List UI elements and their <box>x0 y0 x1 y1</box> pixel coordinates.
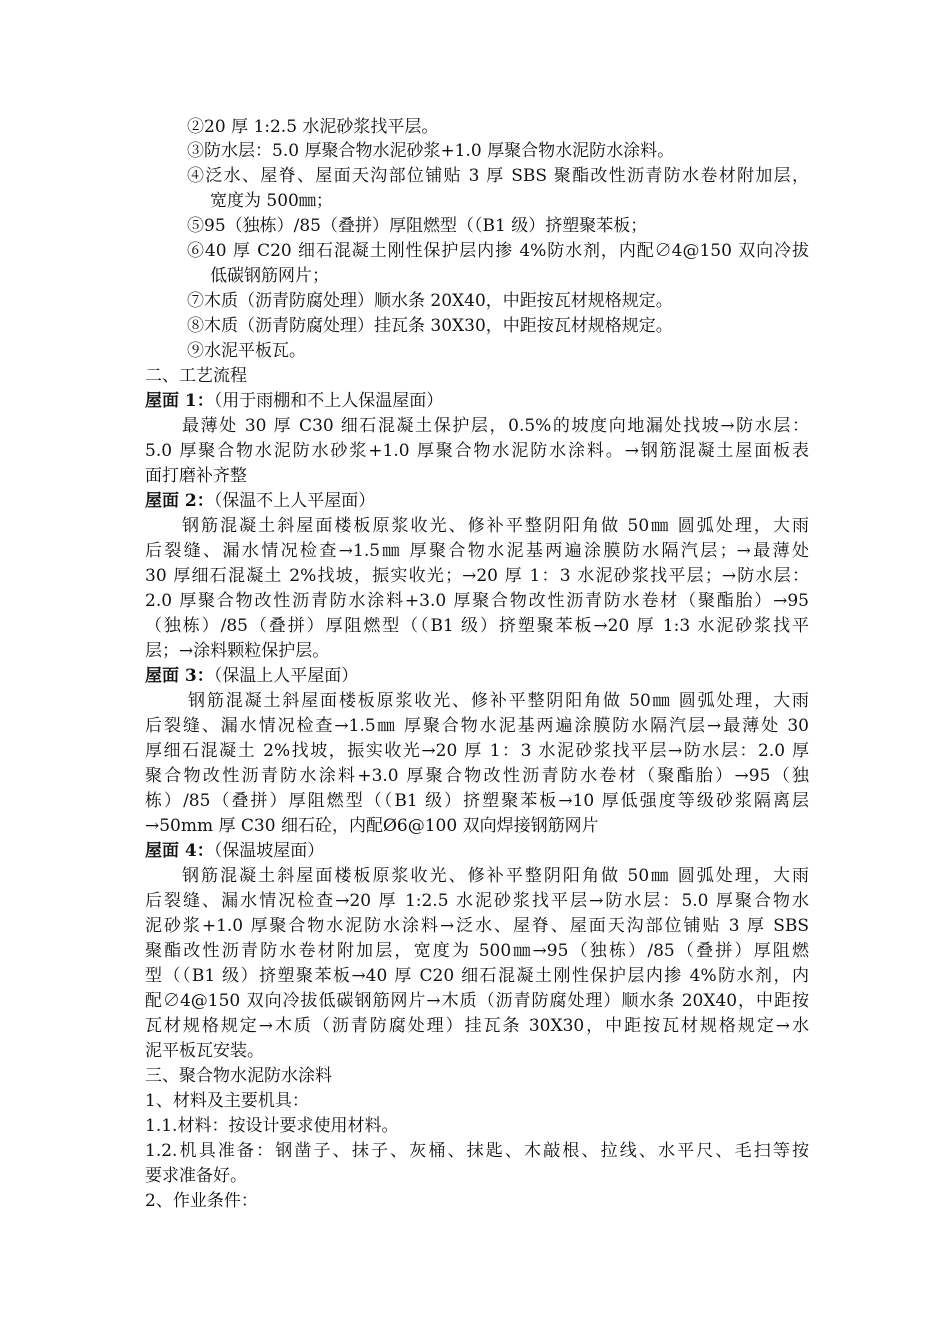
layer-item-4-line-1: ④泛水、屋脊、屋面天沟部位铺贴 3 厚 SBS 聚酯改性沥青防水卷材附加层， <box>187 166 809 186</box>
layer-item-7: ⑦木质（沥青防腐处理）顺水条 20X40，中距按瓦材规格规定。 <box>187 291 673 311</box>
roof-4-line-2: 后裂缝、漏水情况检查→20 厚 1:2.5 水泥砂浆找平层→防水层：5.0 厚聚合物水 <box>145 891 809 911</box>
roof-4-line-1: 钢筋混凝土斜屋面楼板原浆收光、修补平整阴阳角做 50㎜ 圆弧处理，大雨 <box>182 866 809 886</box>
roof-4-line-5: 型（（B1 级）挤塑聚苯板→40 厚 C20 细石混凝土刚性保护层内掺 4%防水剂，内 <box>145 966 809 986</box>
layer-item-5: ⑤95（独栋）/85（叠拼）厚阻燃型（（B1 级）挤塑聚苯板； <box>187 216 648 236</box>
roof-3-line-3: 厚细石混凝土 2%找坡，振实收光→20 厚 1：3 水泥砂浆找平层→防水层：2.0 厚 <box>145 741 809 761</box>
roof-4-heading <box>145 839 324 863</box>
roof-3-note: （保温上人平屋面） <box>213 666 359 686</box>
roof-4-line-3: 泥砂浆+1.0 厚聚合物水泥防水涂料→泛水、屋脊、屋面天沟部位铺贴 3 厚 SBS <box>145 916 809 936</box>
section-heading-coating: 三、聚合物水泥防水涂料 <box>145 1066 332 1086</box>
roof-4-line-8: 泥平板瓦安装。 <box>145 1041 264 1061</box>
roof-3-heading <box>145 664 358 688</box>
layer-item-6-line-1: ⑥40 厚 C20 细石混凝土刚性保护层内掺 4%防水剂，内配∅4@150 双向冷拔 <box>187 241 809 261</box>
roof-2-note: （保温不上人平屋面） <box>213 491 376 511</box>
roof-3-label: 屋面 3： <box>145 666 214 686</box>
roof-2-label: 屋面 2： <box>145 491 214 511</box>
layer-item-3: ③防水层：5.0 厚聚合物水泥砂浆+1.0 厚聚合物水泥防水涂料。 <box>187 141 675 161</box>
roof-2-line-1: 钢筋混凝土斜屋面楼板原浆收光、修补平整阴阳角做 50㎜ 圆弧处理，大雨 <box>182 516 809 536</box>
roof-2-line-4: 2.0 厚聚合物改性沥青防水涂料+3.0 厚聚合物改性沥青防水卷材（聚酯胎）→95 <box>145 591 809 611</box>
item-materials: 1.1.材料：按设计要求使用材料。 <box>145 1116 399 1136</box>
roof-2-line-2: 后裂缝、漏水情况检查→1.5㎜ 厚聚合物水泥基两遍涂膜防水隔汽层；→最薄处 <box>145 541 809 561</box>
roof-4-line-6: 配∅4@150 双向冷拔低碳钢筋网片→木质（沥青防腐处理）顺水条 20X40，中距按 <box>145 991 809 1011</box>
layer-item-9: ⑨水泥平板瓦。 <box>187 341 306 361</box>
subsection-materials-tools: 1、材料及主要机具： <box>145 1091 309 1111</box>
roof-1-label: 屋面 1： <box>145 391 214 411</box>
roof-3-line-1: 钢筋混凝土斜屋面楼板原浆收光、修补平整阴阳角做 50㎜ 圆弧处理，大雨 <box>188 691 809 711</box>
roof-2-line-5: （独栋）/85（叠拼）厚阻燃型（（B1 级）挤塑聚苯板→20 厚 1:3 水泥砂浆找平 <box>145 616 809 636</box>
roof-1-heading <box>145 389 443 413</box>
roof-1-line-3: 面打磨补齐整 <box>145 466 247 486</box>
subsection-work-conditions: 2、作业条件： <box>145 1191 258 1211</box>
roof-2-heading <box>145 489 375 513</box>
roof-3-line-4: 聚合物改性沥青防水涂料+3.0 厚聚合物改性沥青防水卷材（聚酯胎）→95（独 <box>145 766 809 786</box>
layer-item-2: ②20 厚 1:2.5 水泥砂浆找平层。 <box>187 117 439 137</box>
roof-2-line-6: 层；→涂料颗粒保护层。 <box>145 641 330 661</box>
section-heading-process: 二、工艺流程 <box>145 366 247 386</box>
roof-4-note: （保温坡屋面） <box>213 841 325 861</box>
roof-4-label: 屋面 4： <box>145 841 214 861</box>
roof-3-line-6: →50mm 厚 C30 细石砼，内配Ø6@100 双向焊接钢筋网片 <box>145 816 599 836</box>
item-tools-line-2: 要求准备好。 <box>145 1166 247 1186</box>
item-tools-line-1: 1.2.机具准备：钢凿子、抹子、灰桶、抹匙、木敲根、拉线、水平尺、毛扫等按 <box>145 1141 809 1161</box>
roof-1-note: （用于雨棚和不上人保温屋面） <box>213 391 444 411</box>
roof-3-line-5: 栋）/85（叠拼）厚阻燃型（（B1 级）挤塑聚苯板→10 厚低强度等级砂浆隔离层 <box>145 791 809 811</box>
layer-item-4-line-2: 宽度为 500㎜； <box>210 191 333 211</box>
roof-3-line-2: 后裂缝、漏水情况检查→1.5㎜ 厚聚合物水泥基两遍涂膜防水隔汽层→最薄处 30 <box>145 716 809 736</box>
roof-4-line-7: 瓦材规格规定→木质（沥青防腐处理）挂瓦条 30X30，中距按瓦材规格规定→水 <box>145 1016 809 1036</box>
roof-1-line-2: 5.0 厚聚合物水泥防水砂浆+1.0 厚聚合物水泥防水涂料。→钢筋混凝土屋面板表 <box>145 441 809 461</box>
layer-item-8: ⑧木质（沥青防腐处理）挂瓦条 30X30，中距按瓦材规格规定。 <box>187 316 673 336</box>
roof-1-line-1: 最薄处 30 厚 C30 细石混凝土保护层，0.5%的坡度向地漏处找坡→防水层： <box>182 416 809 436</box>
roof-4-line-4: 聚酯改性沥青防水卷材附加层，宽度为 500㎜→95（独栋）/85（叠拼）厚阻燃 <box>145 941 809 961</box>
layer-item-6-line-2: 低碳钢筋网片； <box>210 266 329 286</box>
roof-2-line-3: 30 厚细石混凝土 2%找坡，振实收光；→20 厚 1：3 水泥砂浆找平层；→防水层： <box>145 566 809 586</box>
